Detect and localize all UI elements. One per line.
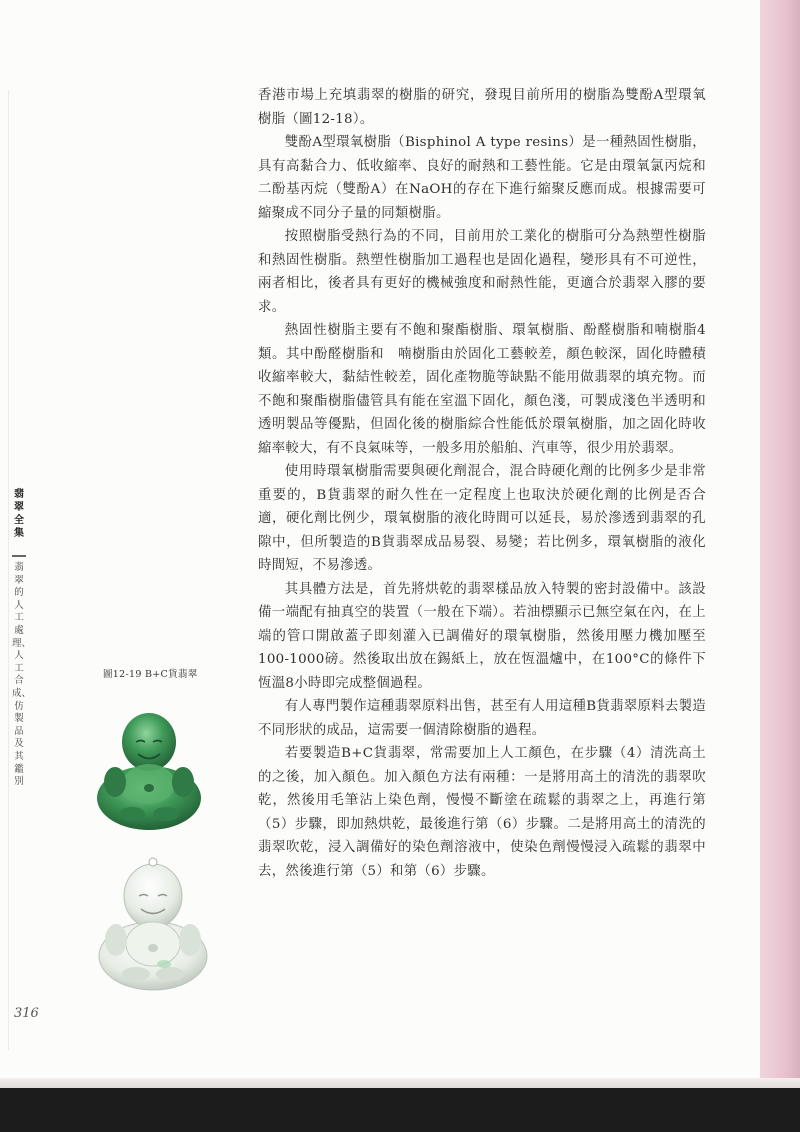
paragraph-7: 有人專門製作這種翡翠原料出售，甚至有人用這種B貨翡翠原料去製造不同形狀的成品，這需要一個清除樹脂的過程。	[258, 699, 706, 738]
paragraph-3: 按照樹脂受熱行為的不同，目前用於工業化的樹脂可分為熱塑性樹脂和熱固性樹脂。熱塑性樹脂加工過程也是固化過程，變形具有不可逆性，兩者相比，後者具有更好的機械強度和耐熱性能，更適合於翡翠入膠的要求。	[258, 229, 706, 315]
paragraph-4: 熱固性樹脂主要有不飽和聚酯樹脂、環氧樹脂、酚醛樹脂和喃樹脂4類。其中酚醛樹脂和 喃樹脂由於固化工藝較差，顏色較深，固化時體積收縮率較大，黏結性較差，固化產物脆等缺點不能用做翡翠的填充物。而不飽和聚酯樹脂儘管具有能在室溫下固化，顏色淺，可製成淺色半透明和透明製品等優點，但固化後的樹脂綜合性能低於環氧樹脂，加之固化時收縮率較大，有不良氣味等，一般多用於船舶、汽車等，很少用於翡翠。	[258, 323, 706, 456]
paragraph-2: 雙酚A型環氧樹脂（Bisphinol A type resins）是一種熱固性樹脂，具有高黏合力、低收縮率、良好的耐熱和工藝性能。它是由環氧氯丙烷和二酚基丙烷（雙酚A）在NaOH的存在下進行縮聚反應而成。根據需要可縮聚成不同分子量的同類樹脂。	[258, 135, 706, 221]
scan-bottom-border	[0, 1088, 800, 1132]
side-chapter-title: 翡翠的人工處理、人工合成、仿製品及其鑑別	[12, 562, 32, 788]
green-jade-buddha-image	[92, 702, 206, 834]
paragraph-6: 其具體方法是，首先將烘乾的翡翠樣品放入特製的密封設備中。該設備一端配有抽真空的裝置（一般在下端）。若油標顯示已無空氣在內，在上端的管口開啟蓋子即刻灌入已調備好的環氧樹脂，然後用壓力機加壓至100-1000磅。然後取出放在錫紙上，放在恆溫爐中，在100°C的條件下恆溫8小時即完成整個過程。	[258, 581, 706, 691]
body-text	[258, 84, 706, 883]
side-divider	[12, 555, 26, 557]
side-book-title: 翡翠全集	[14, 489, 24, 539]
paragraph-8: 若要製造B+C貨翡翠，常需要加上人工顏色，在步驟（4）清洗高土的之後，加入顏色。加入顏色方法有兩種：一是將用高土的清洗的翡翠吹乾，然後用毛筆沾上染色劑，慢慢不斷塗在疏鬆的翡翠之上，再進行第（5）步驟，即加熱烘乾，最後進行第（6）步驟。二是將用高土的清洗的翡翠吹乾，浸入調備好的染色劑溶液中，使染色劑慢慢浸入疏鬆的翡翠中去，然後進行第（5）和第（6）步驟。	[258, 746, 706, 879]
left-margin-rule	[8, 90, 9, 1050]
figure-caption: 圖12-19 B+C貨翡翠	[103, 669, 198, 680]
page-edge	[760, 0, 800, 1090]
page-number: 316	[14, 1006, 39, 1021]
paragraph-1: 香港市場上充填翡翠的樹脂的研究，發現目前所用的樹脂為雙酚A型環氧樹脂（圖12-18）。	[258, 88, 706, 127]
white-jade-buddha-image	[94, 852, 212, 994]
paragraph-5: 使用時環氧樹脂需要與硬化劑混合，混合時硬化劑的比例多少是非常重要的，B貨翡翠的耐久性在一定程度上也取決於硬化劑的比例是否合適，硬化劑比例少，環氧樹脂的液化時間可以延長，易於滲透到翡翠的孔隙中，但所製造的B貨翡翠成品易裂、易變；若比例多，環氧樹脂的液化時間短，不易滲透。	[258, 464, 706, 573]
